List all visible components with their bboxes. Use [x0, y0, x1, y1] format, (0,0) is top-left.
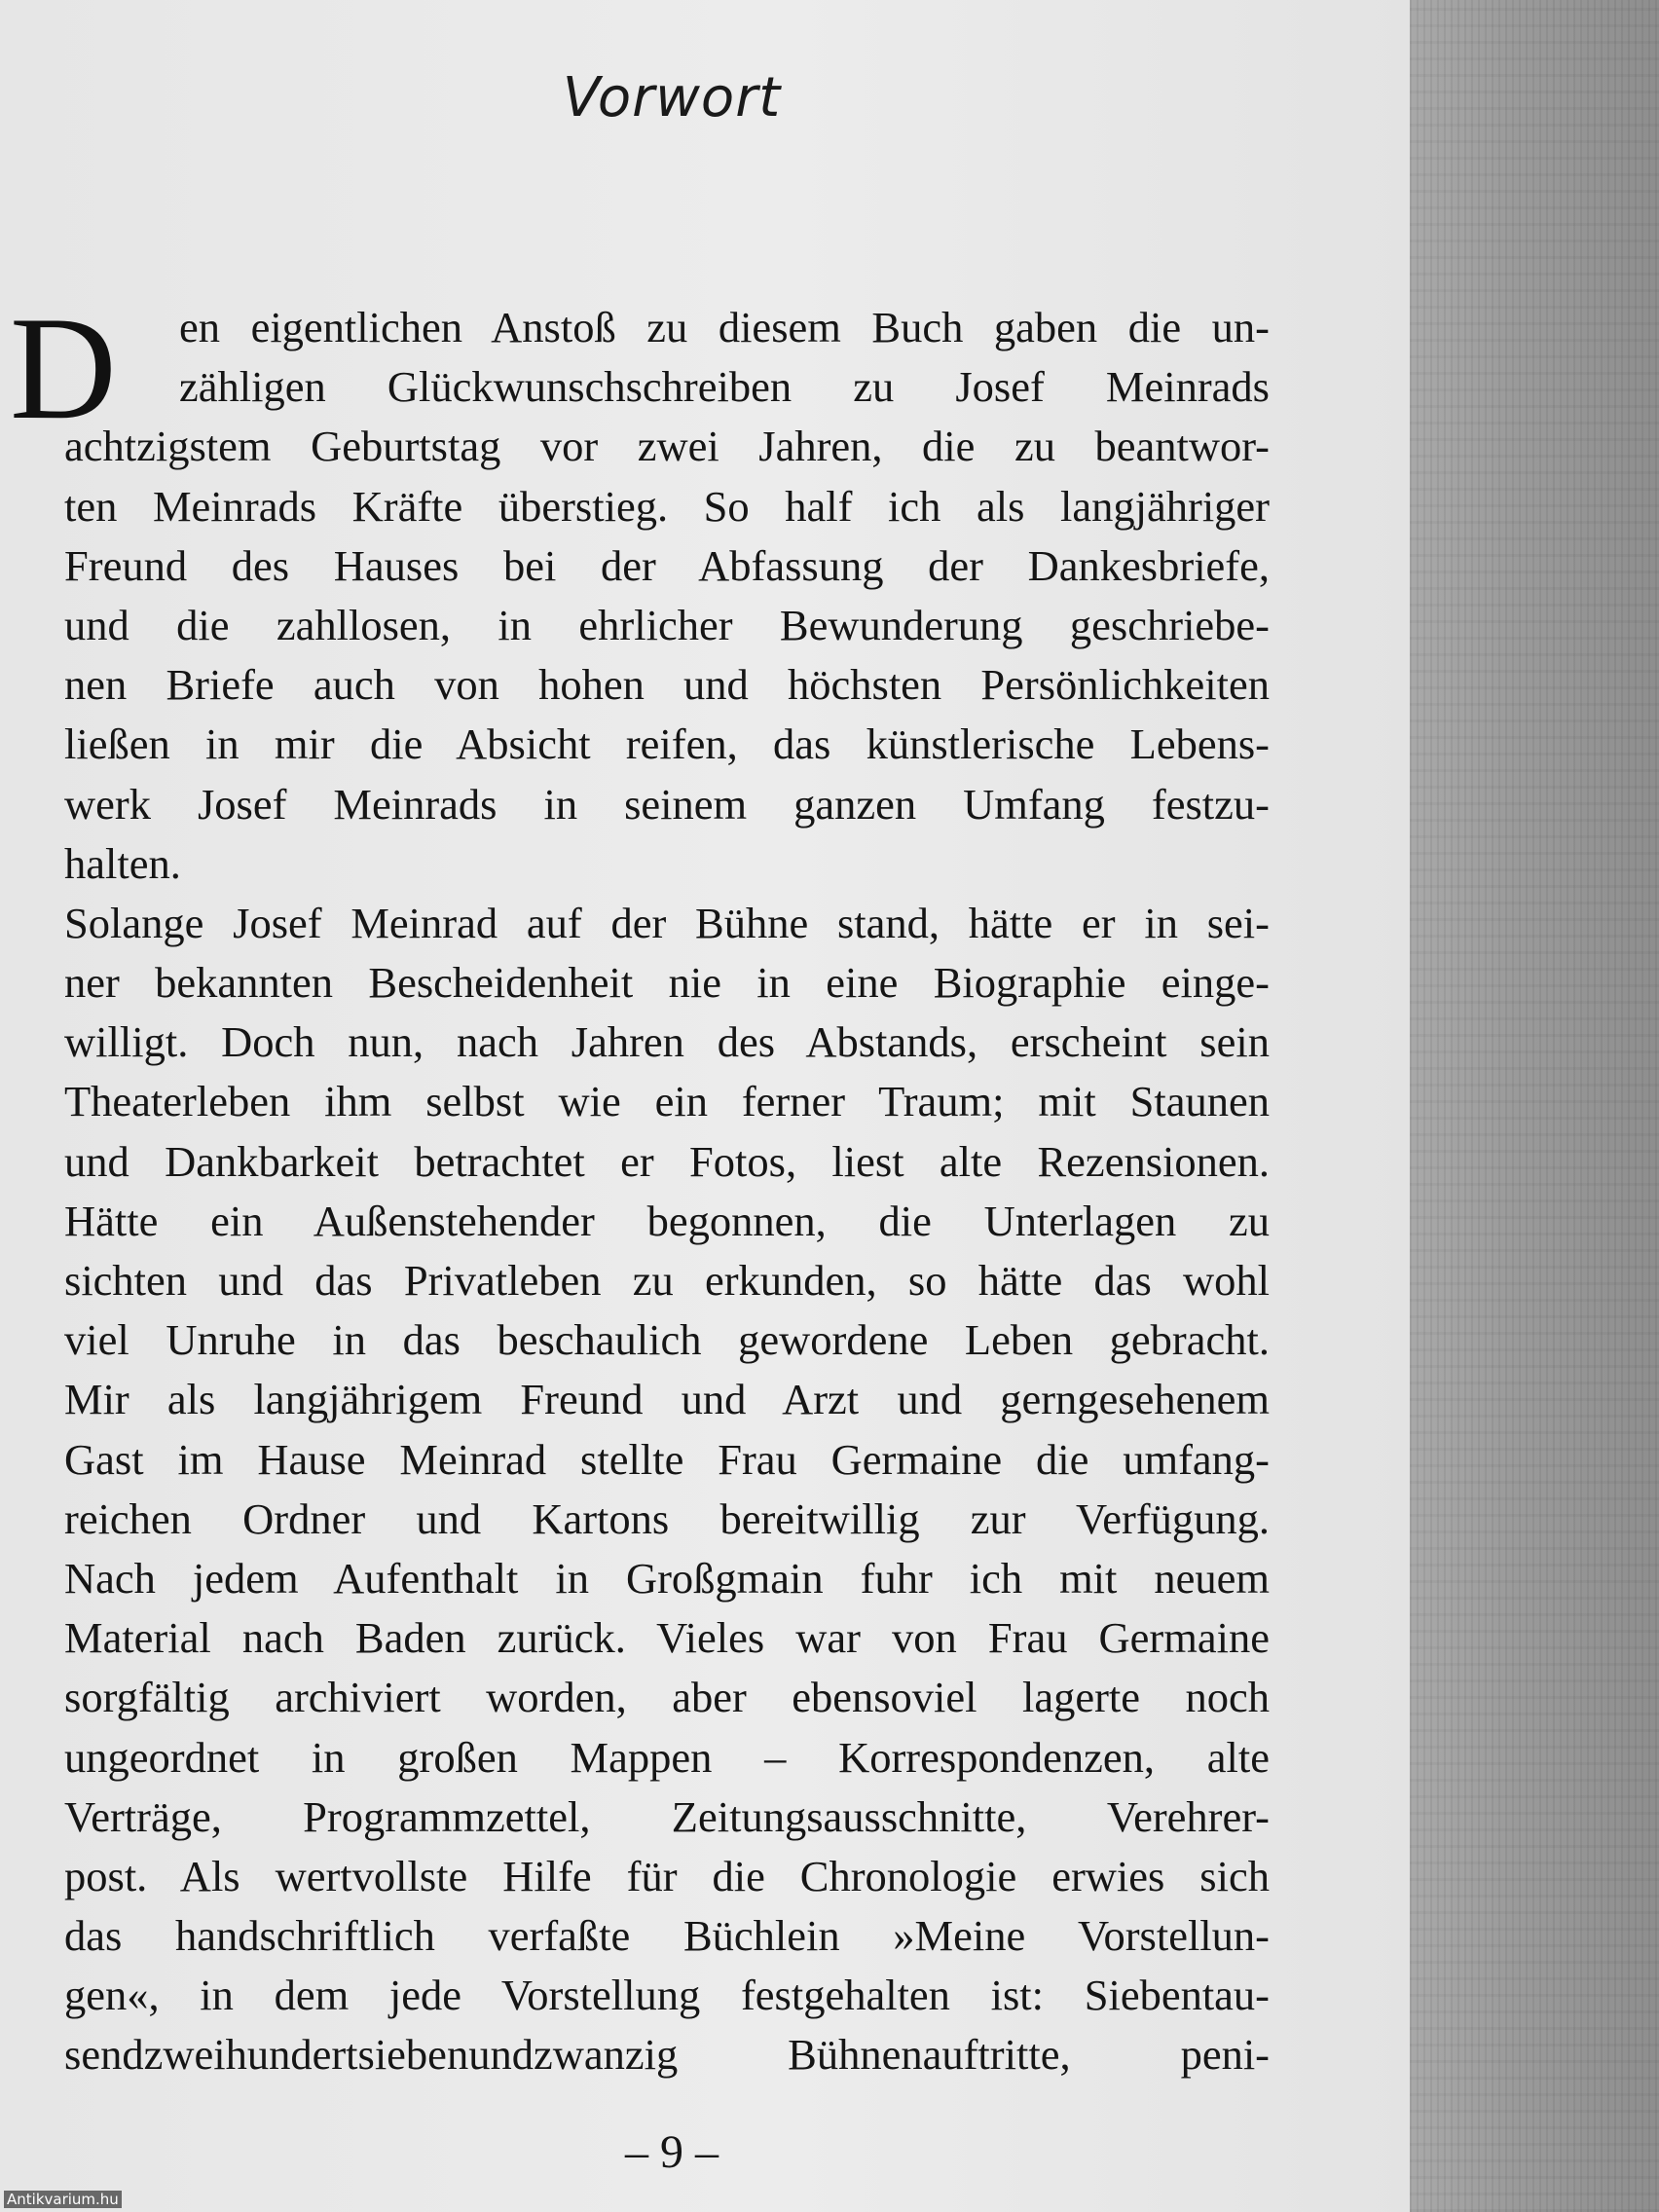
text-line: sorgfältig archiviert worden, aber ebensoviel lagerte noch — [64, 1673, 1270, 1722]
text-line: willigt. Doch nun, nach Jahren des Abstands, erscheint sein — [64, 1017, 1270, 1067]
text-line: Mir als langjährigem Freund und Arzt und gerngesehenem — [64, 1375, 1270, 1424]
text-line: achtzigstem Geburtstag vor zwei Jahren, die zu beantwor- — [64, 422, 1270, 471]
text-line: und Dankbarkeit betrachtet er Fotos, liest alte Rezensionen. — [64, 1136, 1270, 1186]
watermark: Antikvarium.hu — [4, 2191, 122, 2208]
text-line: Nach jedem Aufenthalt in Großgmain fuhr ich mit neuem — [64, 1553, 1270, 1603]
chapter-heading: Vorwort — [562, 66, 782, 129]
text-line: en eigentlichen Anstoß zu diesem Buch gaben die un- — [179, 303, 1270, 351]
text-line: und die zahllosen, in ehrlicher Bewunderung geschriebe- — [64, 600, 1270, 649]
text-line: ner bekannten Bescheidenheit nie in eine Biographie einge- — [64, 958, 1270, 1008]
drop-cap: D — [10, 286, 117, 450]
text-line: halten. — [64, 838, 181, 888]
text-line: werk Josef Meinrads in seinem ganzen Umfang festzu- — [64, 779, 1270, 829]
text-line: Verträge, Programmzettel, Zeitungsausschnitte, Verehrer- — [64, 1791, 1270, 1841]
text-line: Freund des Hauses bei der Abfassung der Dankesbriefe, — [64, 540, 1270, 590]
text-line: post. Als wertvollste Hilfe für die Chronologie erwies sich — [64, 1851, 1270, 1900]
text-line: Solange Josef Meinrad auf der Bühne stand, hätte er in sei- — [64, 898, 1270, 947]
text-line: nen Briefe auch von hohen und höchsten Persönlichkeiten — [64, 660, 1270, 710]
text-line: Material nach Baden zurück. Vieles war von Frau Germaine — [64, 1613, 1270, 1663]
text-line: gen«, in dem jede Vorstellung festgehalten ist: Siebentau- — [64, 1971, 1270, 2020]
body-text — [64, 298, 1270, 2085]
text-line: das handschriftlich verfaßte Büchlein »Meine Vorstellun- — [64, 1911, 1270, 1961]
background-surface — [1410, 0, 1659, 2212]
text-line: viel Unruhe in das beschaulich gewordene Leben gebracht. — [64, 1315, 1270, 1365]
text-line: sendzweihundertsiebenundzwanzig Bühnenauftritte, peni- — [64, 2030, 1270, 2080]
page-number: – 9 – — [625, 2126, 719, 2178]
text-line: Gast im Hause Meinrad stellte Frau Germaine die umfang- — [64, 1434, 1270, 1484]
text-line: Hätte ein Außenstehender begonnen, die Unterlagen zu — [64, 1196, 1270, 1245]
text-line: reichen Ordner und Kartons bereitwillig zur Verfügung. — [64, 1493, 1270, 1543]
text-line: zähligen Glückwunschschreiben zu Josef Meinrads — [179, 362, 1270, 412]
text-line: ungeordnet in großen Mappen – Korrespondenzen, alte — [64, 1732, 1270, 1782]
text-line: ten Meinrads Kräfte überstieg. So half ich als langjähriger — [64, 481, 1270, 531]
text-line: Theaterleben ihm selbst wie ein ferner Traum; mit Staunen — [64, 1077, 1270, 1126]
text-line: ließen in mir die Absicht reifen, das künstlerische Lebens- — [64, 719, 1270, 769]
text-line: sichten und das Privatleben zu erkunden, so hätte das wohl — [64, 1256, 1270, 1305]
